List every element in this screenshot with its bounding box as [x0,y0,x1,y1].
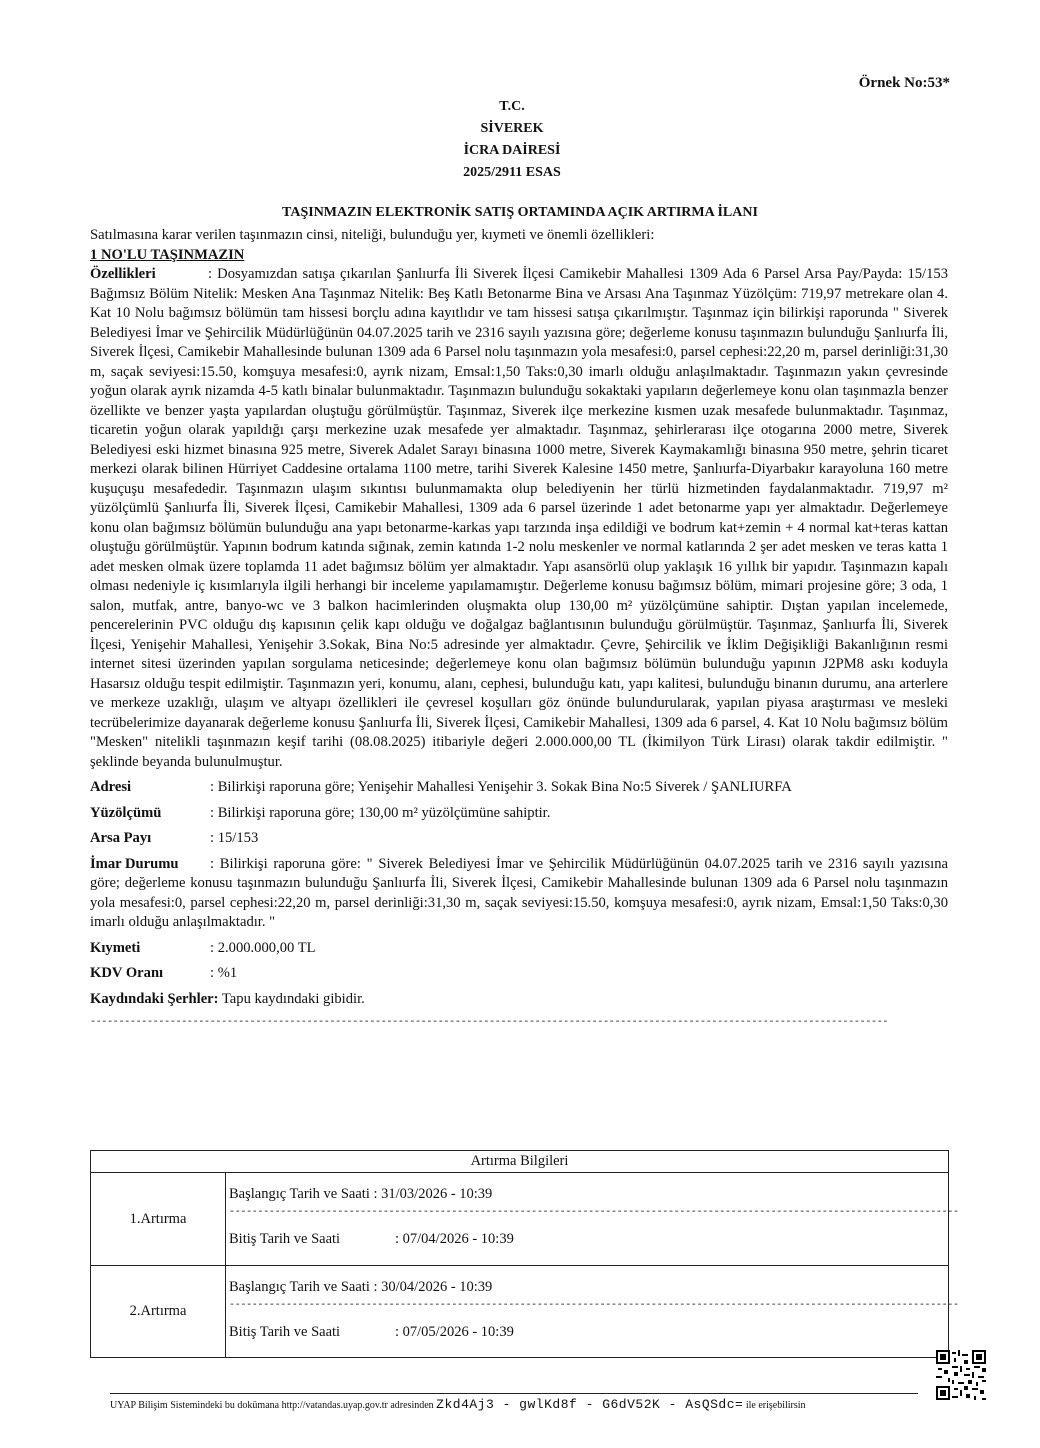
round-end-label: Bitiş Tarih ve Saati [229,1324,341,1340]
intro-text: Satılmasına karar verilen taşınmazın cinsi, niteliği, bulunduğu yer, kıymeti ve önemli özellikleri: [90,227,655,243]
header-tc: T.C. [499,99,525,114]
round-end [229,1231,514,1248]
footer-prefix: UYAP Bilişim Sistemindeki bu dokümana http://vatandas.uyap.gov.tr adresinden [110,1400,434,1411]
footer-rule [110,1393,918,1394]
auction-round [91,1173,959,1266]
arsa-payi-label: Arsa Payı [90,830,152,846]
ozellikler-text: : Dosyamızdan satışa çıkarılan Şanlıurfa İli Siverek İlçesi Camikebir Mahallesi 1309 Ada 6 Parsel Arsa Pay/Payda: 15/153 Bağımsız Bölüm Nitelik: Mesken Ana Taşınmaz Nitelik: Beş Katlı Betonarme Bina ve Arsası Ana Taşınmaz Yüzölçüm: 719,97 metrekare olan 4. Kat 10 Nolu bağımsız bölümün tam hissesi borçlu adına kayıtlıdır ve tam hissesi satışa çıkarılmıştır. Taşınmaz için bilirkişi raporunda " Siverek Belediyesi İmar ve Şehircilik Müdürlüğünün 04.07.2025 tarih ve 2316 sayılı yazısına göre; değerleme konusu taşınmazın bulunduğu Şanlıurfa İli, Siverek İlçesi, Camikebir Mahallesinde bulunan 1309 ada 6 Parsel nolu taşınmazın yola mesafesi:0, parsel cephesi:22,20 m, parsel derinliği:31,30 m, saçak seviyesi:15.50, komşuya mesafesi:0, ayrık nizam, Emsal:1,50 Taks:0,30 imarlı olduğu anlaşılmaktadır. Taşınmazın yakın çevresinde yoğun olarak ayrık nizamda 4-5 katlı binalar bulunmaktadır. Taşınmazın bulunduğu sokaktaki yapıların değerlemeye konu olan taşınmazla benzer özellikte ve benzer yaşta yapılardan oluştuğu görülmüştür. Taşınmaz, Siverek ilçe merkezine kısmen uzak mesafede bulunmaktadır. Taşınmaz, ticaretin yoğun olarak yapıldığı çarşı merkezine uzak mesafede yer almaktadır. Taşınmaz, şehirlerarası ilçe otogarına 2000 metre, Siverek Belediyesi eski hizmet binasına 925 metre, Siverek Adalet Sarayı binasına 1000 metre, Siverek Kaymakamlığı binasına 950 metre, şehrin ticaret merkezi olarak bilinen Hürriyet Caddesine ortalama 1100 metre, tarihi Siverek Kalesine 1450 metre, Şanlıurfa-Diyarbakır karayoluna 160 metre kuşuçuşu mesafededir. Taşınmazın ulaşım sıkıntısı bulunmamakta olup belediyenin her türlü hizmetinden faydalanmaktadır. 719,97 m² yüzölçümlü Şanlıurfa İli, Siverek İlçesi, Camikebir Mahallesi, 1309 ada 6 parsel üzerinde 1 adet betonarme yapı yer almaktadır. Değerlemeye konu olan bağımsız bölümün bulunduğu ana yapı betonarme-karkas yapı tarzında inşa edildiği ve bodrum kat+zemin + 4 normal kat+teras kattan oluştuğu görülmüştür. Yapının bodrum katında sığınak, zemin katında 1-2 nolu meskenler ve normal katlarında 2 şer adet mesken ve teras katta 1 adet mesken olmak üzere toplamda 11 adet bağımsız bölüm yer almaktadır. Yapı asansörlü olup yaklaşık 16 yıllık bir yapıdır. Taşınmazın kapalı olması nedeniyle iç kısımlarıyla ilgili herhangi bir inceleme yapılamamıştır. Değerleme konusu bağımsız bölüm, mimari projesine göre; 3 oda, 1 salon, mutfak, antre, banyo-wc ve 3 balkon hacimlerinden oluşmakta olup 130,00 m² yüzölçümüne sahiptir. Dıştan yapılan incelemede, pencerelerinin PVC olduğu dış kapısının çelik kapı olduğu ve doğalgaz bağlantısının bulunduğu görülmüştür. Taşınmaz, Şanlıurfa İli, Siverek İlçesi, Yenişehir Mahallesi, Yenişehir 3.Sokak, Bina No:5 adresinde yer almaktadır. Çevre, Şehircilik ve İklim Değişikliği Bakanlığının resmi internet sitesi üzerinden yapılan sorgulama neticesinde; değerlemeye konu olan bağımsız bölümün bulunduğu yapının J2PM8 askı koduyla Hasarsız olduğu tespit edilmiştir. Taşınmazın yeri, konumu, alanı, cephesi, bulunduğu katı, yapı kalitesi, bulunduğu binanın durumu, ana arterlere ve merkeze uzaklığı, ulaşım ve altyapı özellikleri ile çevresel koşulları göz önünde bulundurularak, yapılan piyasa araştırması ve mesleki tecrübelerimize dayanarak değerleme konusu Şanlıurfa İli, Siverek İlçesi, Camikebir Mahallesi, 1309 ada 6 parsel, 4. Kat 10 Nolu bağımsız bölüm "Mesken" nitelikli taşınmazın keşif tarihi (08.08.2025) itibariyle değeri 2.000.000,00 TL (İkimilyon Türk Lirası) olarak takdir edilmiştir. " şeklinde beyanda bulunulmuştur. [90,266,948,770]
auction-round [91,1266,959,1357]
round-separator: -------------------------------------------------------------------------------------------------------------------------------- [229,1300,959,1311]
imar-label: İmar Durumu [90,855,179,872]
round-start: Başlangıç Tarih ve Saati : 31/03/2026 - 10:39 [229,1186,493,1202]
verification-code: Zkd4Aj3 - gwlKd8f - G6dV52K - AsQSdc= [436,1397,744,1412]
round-label: 2.Artırma [91,1266,226,1357]
auction-table [90,1150,959,1358]
field-imar [90,855,948,933]
document-header [0,96,1024,184]
arsa-payi-value: : 15/153 [210,830,259,846]
header-office-city: SİVEREK [480,121,544,136]
round-details [226,1173,959,1265]
imar-value: : Bilirkişi raporuna göre: " Siverek Belediyesi İmar ve Şehircilik Müdürlüğünün 04.07.2025 tarih ve 2316 sayılı yazısına göre; değerleme konusu taşınmazın bulunduğu Şanlıurfa İli, Siverek İlçesi, Camikebir Mahallesinde bulunan 1309 ada 6 Parsel nolu taşınmazın yola mesafesi:0, parsel cephesi:22,20 m, parsel derinliği:31,30 m, saçak seviyesi:15.50, komşuya mesafesi:0, ayrık nizam, Emsal:1,50 Taks:0,30 imarlı olduğu anlaşılmaktadır. " [90,855,948,930]
sample-number: Örnek No:53* [858,75,950,91]
section-separator: -------------------------------------------------------------------------------------------------------------------------------------------- [90,1017,889,1028]
round-end [229,1324,514,1341]
serhler-value: Tapu kaydındaki gibidir. [218,990,365,1007]
footer-suffix: ile erişebilirsin [745,1400,806,1411]
round-end-value: : 07/05/2026 - 10:39 [395,1324,514,1340]
adresi-value: : Bilirkişi raporuna göre; Yenişehir Mahallesi Yenişehir 3. Sokak Bina No:5 Siverek / ŞANLIURFA [210,779,792,795]
announcement-title: TAŞINMAZIN ELEKTRONİK SATIŞ ORTAMINDA AÇIK ARTIRMA İLANI [282,205,758,220]
header-office-name: İCRA DAİRESİ [463,143,561,158]
kdv-value: : %1 [210,965,238,981]
round-start: Başlangıç Tarih ve Saati : 30/04/2026 - 10:39 [229,1279,493,1295]
qr-code-icon [936,1350,986,1400]
adresi-label: Adresi [90,779,132,795]
kiymeti-label: Kıymeti [90,939,141,956]
yuzolcumu-value: : Bilirkişi raporuna göre; 130,00 m² yüzölçümüne sahiptir. [210,804,551,821]
round-end-value: : 07/04/2026 - 10:39 [395,1231,514,1247]
round-label: 1.Artırma [91,1173,226,1265]
field-arsa-payi [90,829,948,849]
property-description [90,265,948,772]
round-separator: -------------------------------------------------------------------------------------------------------------------------------- [229,1207,959,1218]
round-end-label: Bitiş Tarih ve Saati [229,1231,341,1247]
auction-table-title: Artırma Bilgileri [91,1151,948,1173]
field-kiymeti [90,939,948,959]
field-adresi [90,778,948,798]
kiymeti-value: : 2.000.000,00 TL [210,939,316,956]
field-serhler [90,990,948,1010]
round-details [226,1266,959,1357]
property-heading: 1 NO'LU TAŞINMAZIN [90,246,245,263]
serhler-label: Kaydındaki Şerhler: [90,990,219,1007]
kdv-label: KDV Oranı [90,965,164,981]
field-kdv [90,964,948,984]
ozellikler-label: Özellikleri [90,266,156,282]
document-footer [110,1397,930,1412]
header-file-number: 2025/2911 ESAS [463,165,561,180]
field-yuzolcumu [90,804,948,824]
announcement-body [90,226,948,1033]
yuzolcumu-label: Yüzölçümü [90,804,162,821]
